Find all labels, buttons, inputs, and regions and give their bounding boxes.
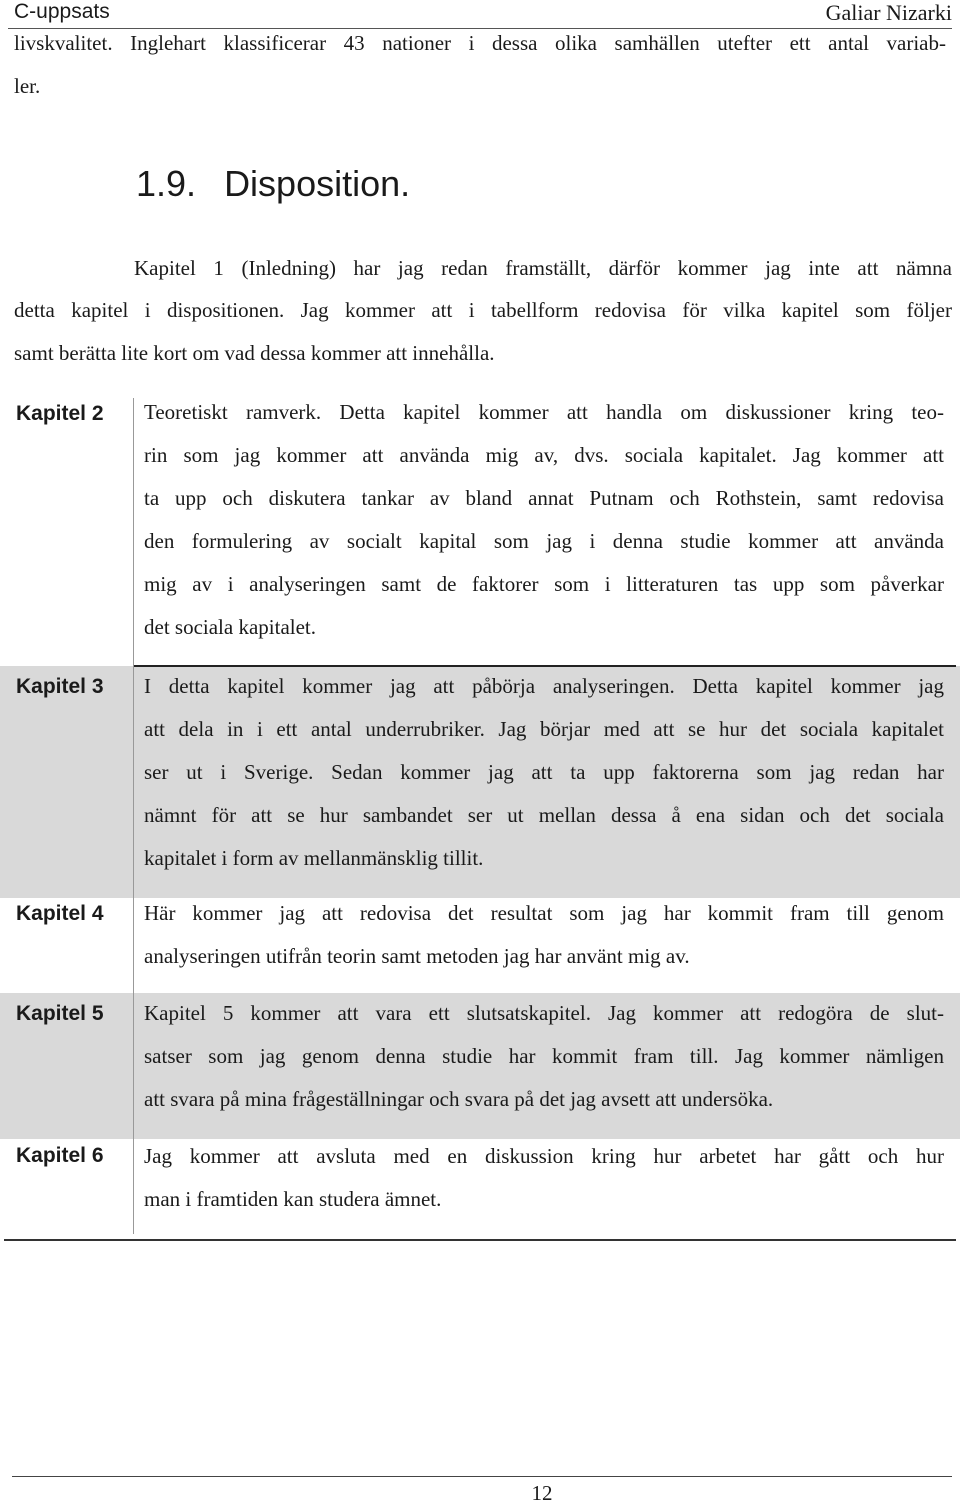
body-line: Kapitel 1 (Inledning) har jag redan framställt, därför kommer jag inte att nämna	[134, 256, 952, 280]
chapter-label: Kapitel 2	[16, 402, 104, 425]
chapter-line: I detta kapitel kommer jag att påbörja analyseringen. Detta kapitel kommer jag	[144, 674, 944, 698]
chapter-row-2	[0, 390, 960, 666]
chapter-row-5	[0, 993, 960, 1139]
chapter-label: Kapitel 4	[16, 902, 104, 925]
chapter-line: analyseringen utifrån teorin samt metoden jag har använt mig av.	[144, 944, 690, 968]
chapter-line: Kapitel 5 kommer att vara ett slutsatskapitel. Jag kommer att redogöra de slut-	[144, 1001, 944, 1025]
header-course-label: C-uppsats	[14, 0, 110, 23]
body-line: detta kapitel i dispositionen. Jag kommer att i tabellform redovisa för vilka kapitel som följer	[14, 298, 952, 322]
body-line: samt berätta lite kort om vad dessa kommer att innehålla.	[14, 341, 495, 365]
chapter-line: Jag kommer att avsluta med en diskussion kring hur arbetet har gått och hur	[144, 1144, 944, 1168]
chapter-line: man i framtiden kan studera ämnet.	[144, 1187, 442, 1211]
chapter-row-3	[0, 666, 960, 898]
chapter-line: rin som jag kommer att använda mig av, dvs. sociala kapitalet. Jag kommer att	[144, 443, 944, 467]
chapter-line: det sociala kapitalet.	[144, 615, 317, 639]
table-bottom-rule	[4, 1239, 956, 1241]
section-number: 1.9.	[136, 163, 197, 204]
chapter-label: Kapitel 6	[16, 1144, 104, 1167]
chapter-line: nämnt för att se hur sambandet ser ut mellan dessa å ena sidan och det sociala	[144, 803, 944, 827]
chapter-line: att dela in i ett antal underrubriker. Jag börjar med att se hur det sociala kapitalet	[144, 717, 944, 741]
chapter-line: den formulering av socialt kapital som jag i denna studie kommer att använda	[144, 529, 944, 553]
section-heading	[136, 163, 410, 205]
chapter-label: Kapitel 5	[16, 1002, 104, 1025]
chapter-line: kapitalet i form av mellanmänsklig tillit.	[144, 846, 484, 870]
header-author: Galiar Nizarki	[825, 0, 952, 25]
chapter-description	[144, 892, 944, 978]
chapter-line: Teoretiskt ramverk. Detta kapitel kommer att handla om diskussioner kring teo-	[144, 400, 944, 424]
chapter-label: Kapitel 3	[16, 675, 104, 698]
chapter-line: satser som jag genom denna studie har kommit fram till. Jag kommer nämligen	[144, 1044, 944, 1068]
footer-divider	[12, 1476, 952, 1477]
chapter-line: ta upp och diskutera tankar av bland annat Putnam och Rothstein, samt redovisa	[144, 486, 944, 510]
chapter-description	[144, 665, 944, 880]
section-title: Disposition.	[224, 163, 411, 204]
table-column-divider	[133, 398, 134, 1234]
table-rule	[134, 665, 956, 667]
chapter-line: att svara på mina frågeställningar och svara på det jag avsett att undersöka.	[144, 1087, 774, 1111]
chapter-row-6	[0, 1139, 960, 1239]
chapter-description	[144, 1135, 944, 1221]
intro-line: livskvalitet. Inglehart klassificerar 43 nationer i dessa olika samhällen utefter ett antal variab-	[14, 31, 946, 55]
chapter-row-4	[0, 898, 960, 993]
chapter-line: mig av i analyseringen samt de faktorer som i litteraturen tas upp som påverkar	[144, 572, 944, 596]
chapter-description	[144, 992, 944, 1121]
chapter-line: Här kommer jag att redovisa det resultat som jag har kommit fram till genom	[144, 901, 944, 925]
chapter-line: ser ut i Sverige. Sedan kommer jag att ta upp faktorerna som jag redan har	[144, 760, 944, 784]
page-number: 12	[531, 1481, 553, 1505]
chapter-description	[144, 391, 944, 649]
intro-line: ler.	[14, 74, 41, 98]
